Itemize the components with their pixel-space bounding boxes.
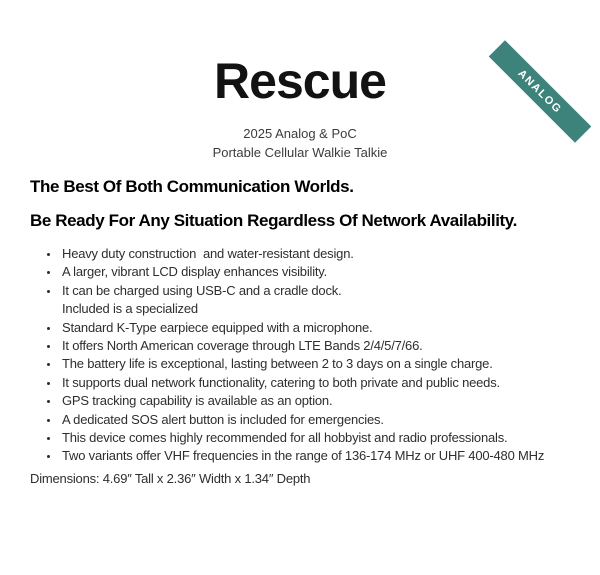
feature-text: Heavy duty construction and water-resistant design.	[62, 246, 354, 261]
feature-text: It offers North American coverage through LTE Bands 2/4/5/7/66.	[62, 338, 423, 354]
feature-item-variants	[60, 447, 592, 465]
feature-text: This device comes highly recommended for all hobbyist and radio professionals.	[62, 430, 508, 446]
feature-item-recommended	[60, 429, 592, 447]
feature-item-charging	[60, 282, 592, 319]
feature-item-lcd-display	[60, 263, 592, 281]
feature-item-sos	[60, 411, 592, 429]
feature-item-dual-network	[60, 374, 592, 392]
feature-item-battery	[60, 355, 592, 373]
feature-text: It supports dual network functionality, catering to both private and public needs.	[62, 374, 500, 390]
dimensions-line: Dimensions: 4.69″ Tall x 2.36″ Width x 1.34″ Depth	[30, 470, 311, 486]
feature-text: Two variants offer VHF frequencies in the range of 136-174 MHz or UHF 400-480 MHz	[62, 448, 545, 464]
feature-note: Included is a specialized	[62, 301, 198, 317]
feature-item-heavy-duty	[60, 245, 592, 263]
analog-ribbon-label: ANALOG	[515, 67, 565, 116]
heading-primary: The Best Of Both Communication Worlds.	[30, 177, 354, 196]
feature-item-earpiece	[60, 319, 592, 337]
feature-text: A larger, vibrant LCD display enhances visibility.	[62, 264, 328, 280]
feature-text: GPS tracking capability is available as an option.	[62, 393, 333, 409]
feature-text: A dedicated SOS alert button is included for emergencies.	[62, 411, 384, 427]
product-subtitle	[0, 124, 600, 162]
feature-item-lte-bands	[60, 337, 592, 355]
subtitle-line-2: Portable Cellular Walkie Talkie	[212, 145, 388, 160]
feature-item-gps	[60, 392, 592, 410]
feature-text: The battery life is exceptional, lasting between 2 to 3 days on a single charge.	[62, 356, 493, 372]
heading-secondary: Be Ready For Any Situation Regardless Of Network Availability.	[30, 211, 517, 230]
product-title: Rescue	[214, 53, 386, 109]
feature-text: It can be charged using USB-C and a cradle dock.	[62, 282, 342, 298]
feature-text: Standard K-Type earpiece equipped with a microphone.	[62, 319, 373, 335]
subtitle-line-1: 2025 Analog & PoC	[243, 126, 357, 141]
feature-list	[0, 245, 600, 466]
